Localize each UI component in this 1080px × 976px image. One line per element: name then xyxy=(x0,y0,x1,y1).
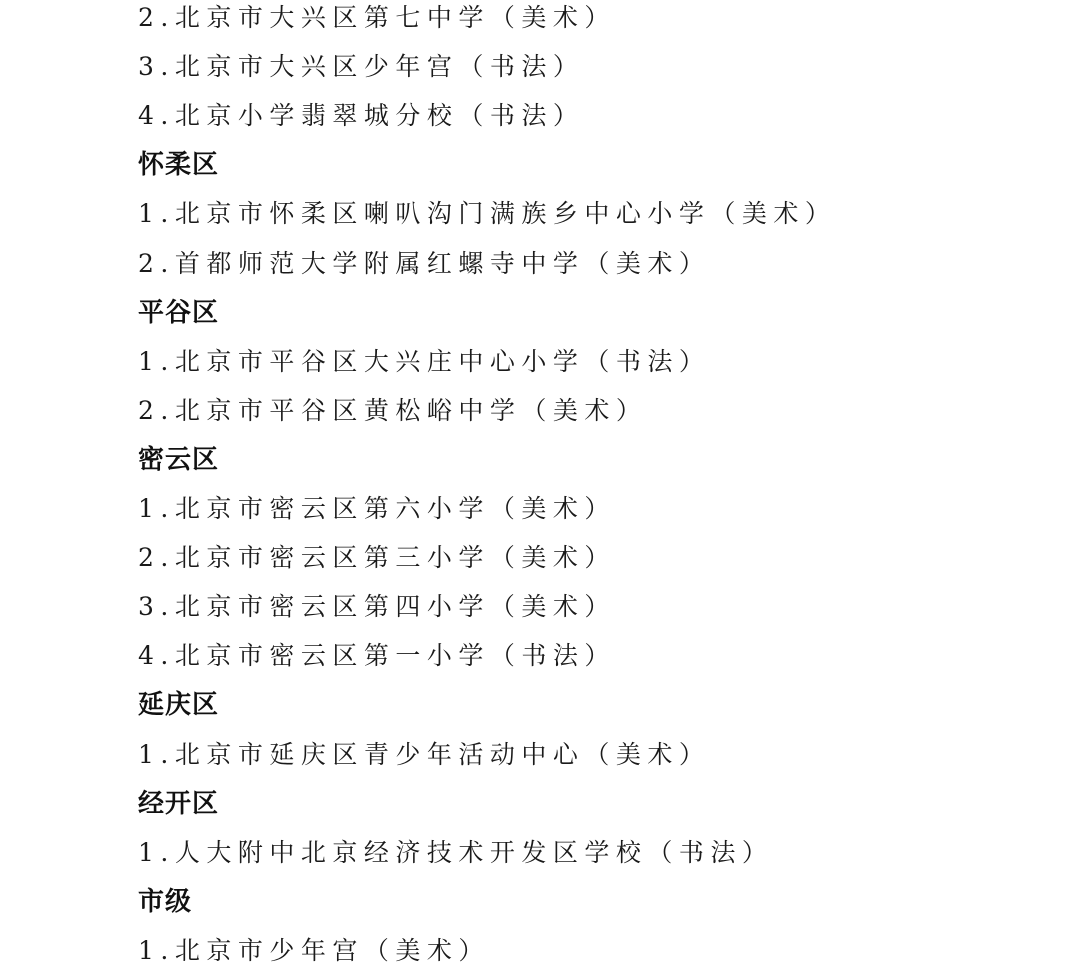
list-item: 1.人大附中北京经济技术开发区学校（书法） xyxy=(138,837,774,867)
section-heading: 怀柔区 xyxy=(138,150,220,181)
list-item: 4.北京市密云区第一小学（书法） xyxy=(138,641,616,671)
section-heading: 市级 xyxy=(138,886,193,917)
list-item: 2.首都师范大学附属红螺寺中学（美术） xyxy=(138,248,711,278)
list-item: 4.北京小学翡翠城分校（书法） xyxy=(138,101,585,131)
list-item: 1.北京市少年宫（美术） xyxy=(138,935,490,965)
list-item: 2.北京市大兴区第七中学（美术） xyxy=(138,3,616,32)
list-item: 3.北京市大兴区少年宫（书法） xyxy=(138,52,585,82)
section-heading: 延庆区 xyxy=(138,690,220,721)
list-item: 1.北京市密云区第六小学（美术） xyxy=(138,494,616,523)
list-item: 2.北京市密云区第三小学（美术） xyxy=(138,543,616,573)
list-item: 1.北京市平谷区大兴庄中心小学（书法） xyxy=(138,346,711,376)
section-heading: 经开区 xyxy=(138,788,220,819)
list-item: 2.北京市平谷区黄松峪中学（美术） xyxy=(138,395,648,425)
section-heading: 密云区 xyxy=(138,444,220,475)
list-item: 1.北京市怀柔区喇叭沟门满族乡中心小学（美术） xyxy=(138,199,837,229)
list-item: 3.北京市密云区第四小学（美术） xyxy=(138,592,616,622)
list-item: 1.北京市延庆区青少年活动中心（美术） xyxy=(138,739,711,769)
section-heading: 平谷区 xyxy=(138,297,220,328)
